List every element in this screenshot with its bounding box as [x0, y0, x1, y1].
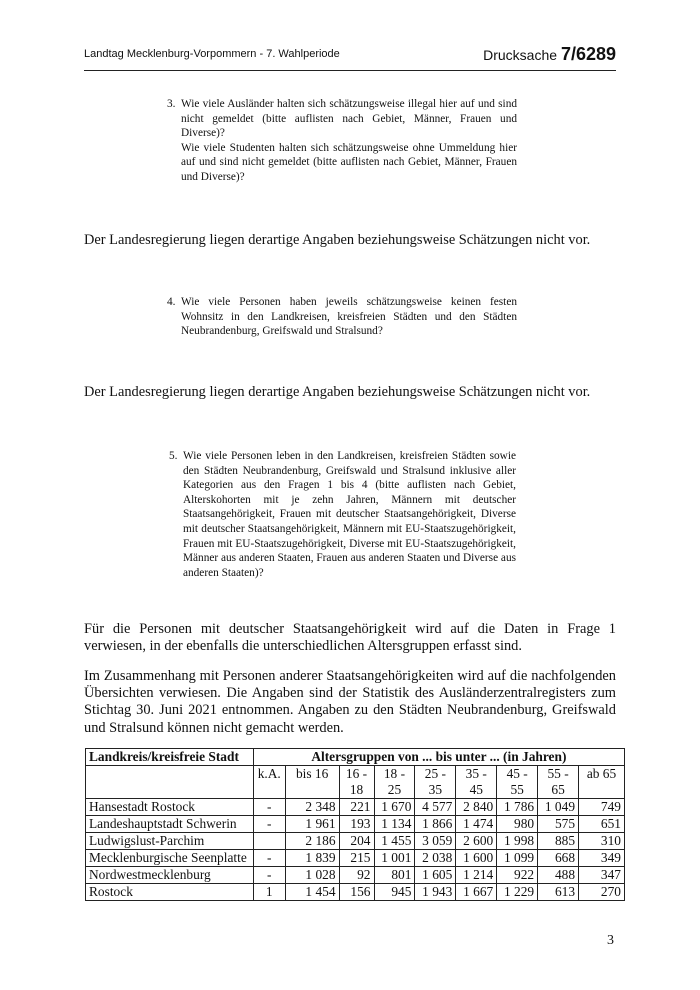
table-row: [86, 850, 625, 867]
region-name: Landeshauptstadt Schwerin: [86, 816, 254, 833]
table-cell: 668: [538, 850, 579, 867]
document-number: 7/6289: [560, 44, 616, 64]
table-row: [86, 833, 625, 850]
table-cell: 1 600: [456, 850, 497, 867]
question-5-text: Wie viele Personen leben in den Landkreisen, kreisfreien Städten sowie den Städten Neubrandenburg, Greifswald und Stralsund inklusive aller Kategorien aus den Fragen 1 bis 4 (bitte auflisten nach Gebiet, Alterskohorten mit je zehn Jahren, Männern mit deutscher Staatsangehörigkeit, Frauen mit deutscher Staatsangehörigkeit, Diverse mit deutscher Staatsangehörigkeit, Männern mit EU-Staatszugehörigkeit, Frauen mit EU-Staatszugehörigkeit, Diverse mit EU-Staatszugehörigkeit, Männer aus anderen Staaten, Frauen aus anderen Staaten und Diverse aus anderen Staaten)?: [183, 450, 516, 579]
table-cell: 2 600: [456, 833, 497, 850]
region-name: Mecklenburgische Seenplatte: [86, 850, 254, 867]
table-cell: -: [253, 799, 285, 816]
answer-5-paragraph-2: Im Zusammenhang mit Personen anderer Staatsangehörigkeiten wird auf die nachfolgenden Übersichten verwiesen. Die Angaben sind der Statistik des Ausländerzentralregisters zum Stichtag 30. Juni 2021 entnommen. Angaben zu den Städten Neubrandenburg, Greifswald und Stralsund können nicht gemacht werden.: [84, 668, 616, 736]
table-cell: 349: [579, 850, 625, 867]
table-header-row: [86, 749, 625, 766]
table-cell: 221: [339, 799, 374, 816]
table-cell: 270: [579, 884, 625, 901]
column-header-age-groups: Altersgruppen von ... bis unter ... (in Jahren): [253, 749, 624, 766]
table-cell: [253, 833, 285, 850]
table-cell: 92: [339, 867, 374, 884]
table-cell: 1 001: [374, 850, 415, 867]
table-cell: 4 577: [415, 799, 456, 816]
subheader-cell: ab 65: [579, 766, 625, 799]
table-cell: 575: [538, 816, 579, 833]
table-cell: 1 028: [285, 867, 339, 884]
region-name: Hansestadt Rostock: [86, 799, 254, 816]
table-cell: 1 866: [415, 816, 456, 833]
table-cell: 1 667: [456, 884, 497, 901]
question-3-text-1: Wie viele Ausländer halten sich schätzungsweise illegal hier auf und sind nicht gemeldet (bitte auflisten nach Gebiet, Männer, Frauen und Diverse)?: [181, 98, 517, 140]
page-number: 3: [607, 933, 614, 948]
table-cell: 801: [374, 867, 415, 884]
table-cell: 193: [339, 816, 374, 833]
table-cell: 1 670: [374, 799, 415, 816]
table-cell: 3 059: [415, 833, 456, 850]
table-cell: 204: [339, 833, 374, 850]
table-cell: 347: [579, 867, 625, 884]
table-cell: 1: [253, 884, 285, 901]
header-document-id: Drucksache 7/6289: [483, 44, 616, 64]
region-name: Nordwestmecklenburg: [86, 867, 254, 884]
table-row: [86, 816, 625, 833]
table-cell: 1 049: [538, 799, 579, 816]
table-cell: -: [253, 816, 285, 833]
table-cell: 2 348: [285, 799, 339, 816]
table-cell: 1 943: [415, 884, 456, 901]
subheader-cell: 45 - 55: [497, 766, 538, 799]
header-title: Landtag Mecklenburg-Vorpommern - 7. Wahlperiode: [84, 48, 340, 60]
table-cell: 980: [497, 816, 538, 833]
table-cell: 156: [339, 884, 374, 901]
table-cell: 1 229: [497, 884, 538, 901]
table-cell: -: [253, 867, 285, 884]
table-cell: 2 840: [456, 799, 497, 816]
question-5: 5. Wie viele Personen leben in den Landkreisen, kreisfreien Städten sowie den Städten Neubrandenburg, Greifswald und Stralsund inklusive aller Kategorien aus den Fragen 1 bis 4 (bitte auflisten nach Gebiet, Alterskohorten mit je zehn Jahren, Männern mit deutscher Staatsangehörigkeit, Frauen mit deutscher Staatsangehörigkeit, Diverse mit deutscher Staatsangehörigkeit, Männern mit EU-Staatszugehörigkeit, Frauen mit EU-Staatszugehörigkeit, Diverse mit EU-Staatszugehörigkeit, Männer aus anderen Staaten, Frauen aus anderen Staaten und Diverse aus anderen Staaten)?: [169, 450, 516, 579]
subheader-cell: k.A.: [253, 766, 285, 799]
table-cell: 310: [579, 833, 625, 850]
table-cell: 922: [497, 867, 538, 884]
table-cell: 1 214: [456, 867, 497, 884]
table-cell: 749: [579, 799, 625, 816]
subheader-cell: bis 16: [285, 766, 339, 799]
table-cell: 1 605: [415, 867, 456, 884]
foreigner-age-table: [85, 748, 625, 901]
question-4-text: Wie viele Personen haben jeweils schätzungsweise keinen festen Wohnsitz in den Landkreisen, kreisfreien Städten und den Städten Neubrandenburg, Greifswald und Stralsund?: [181, 296, 517, 338]
table-cell: 613: [538, 884, 579, 901]
table-cell: 488: [538, 867, 579, 884]
table-cell: 885: [538, 833, 579, 850]
table-cell: 2 038: [415, 850, 456, 867]
question-3: 3. Wie viele Ausländer halten sich schätzungsweise illegal hier auf und sind nicht gemeldet (bitte auflisten nach Gebiet, Männer, Frauen und Diverse)? Wie viele Studenten halten sich schätzungsweise ohne Ummeldung hier auf und sind nicht gemeldet (bitte auflisten nach Gebiet, Männer, Frauen und Diverse)?: [167, 98, 517, 183]
question-3-text-2: Wie viele Studenten halten sich schätzungsweise ohne Ummeldung hier auf und sind nicht gemeldet (bitte auflisten nach Gebiet, Männer, Frauen und Diverse)?: [181, 141, 517, 183]
table-cell: 1 474: [456, 816, 497, 833]
subheader-cell: 18 - 25: [374, 766, 415, 799]
table-cell: 1 786: [497, 799, 538, 816]
table-cell: -: [253, 850, 285, 867]
table-cell: 945: [374, 884, 415, 901]
table-row: [86, 867, 625, 884]
table-cell: 651: [579, 816, 625, 833]
table-cell: 1 455: [374, 833, 415, 850]
table-cell: 1 134: [374, 816, 415, 833]
subheader-cell: 16 - 18: [339, 766, 374, 799]
table-row: [86, 884, 625, 901]
table-row: [86, 799, 625, 816]
subheader-cell: 25 - 35: [415, 766, 456, 799]
answer-4: Der Landesregierung liegen derartige Angaben beziehungsweise Schätzungen nicht vor.: [84, 384, 591, 400]
table-subheader-row: [86, 766, 625, 799]
column-header-region: Landkreis/kreisfreie Stadt: [86, 749, 254, 766]
answer-3: Der Landesregierung liegen derartige Angaben beziehungsweise Schätzungen nicht vor.: [84, 232, 591, 248]
subheader-cell: 35 - 45: [456, 766, 497, 799]
table-cell: 1 454: [285, 884, 339, 901]
table-cell: 2 186: [285, 833, 339, 850]
region-name: Rostock: [86, 884, 254, 901]
table-cell: 1 961: [285, 816, 339, 833]
answer-5-paragraph-1: Für die Personen mit deutscher Staatsangehörigkeit wird auf die Daten in Frage 1 verwiesen, in der ebenfalls die unterschiedlichen Altersgruppen erfasst sind.: [84, 621, 616, 655]
subheader-cell: 55 - 65: [538, 766, 579, 799]
table-cell: 1 998: [497, 833, 538, 850]
question-4: 4. Wie viele Personen haben jeweils schätzungsweise keinen festen Wohnsitz in den Landkreisen, kreisfreien Städten und den Städten Neubrandenburg, Greifswald und Stralsund?: [167, 296, 517, 338]
table-cell: 215: [339, 850, 374, 867]
table-cell: 1 099: [497, 850, 538, 867]
region-name: Ludwigslust-Parchim: [86, 833, 254, 850]
page-header: [84, 46, 616, 71]
table-cell: 1 839: [285, 850, 339, 867]
